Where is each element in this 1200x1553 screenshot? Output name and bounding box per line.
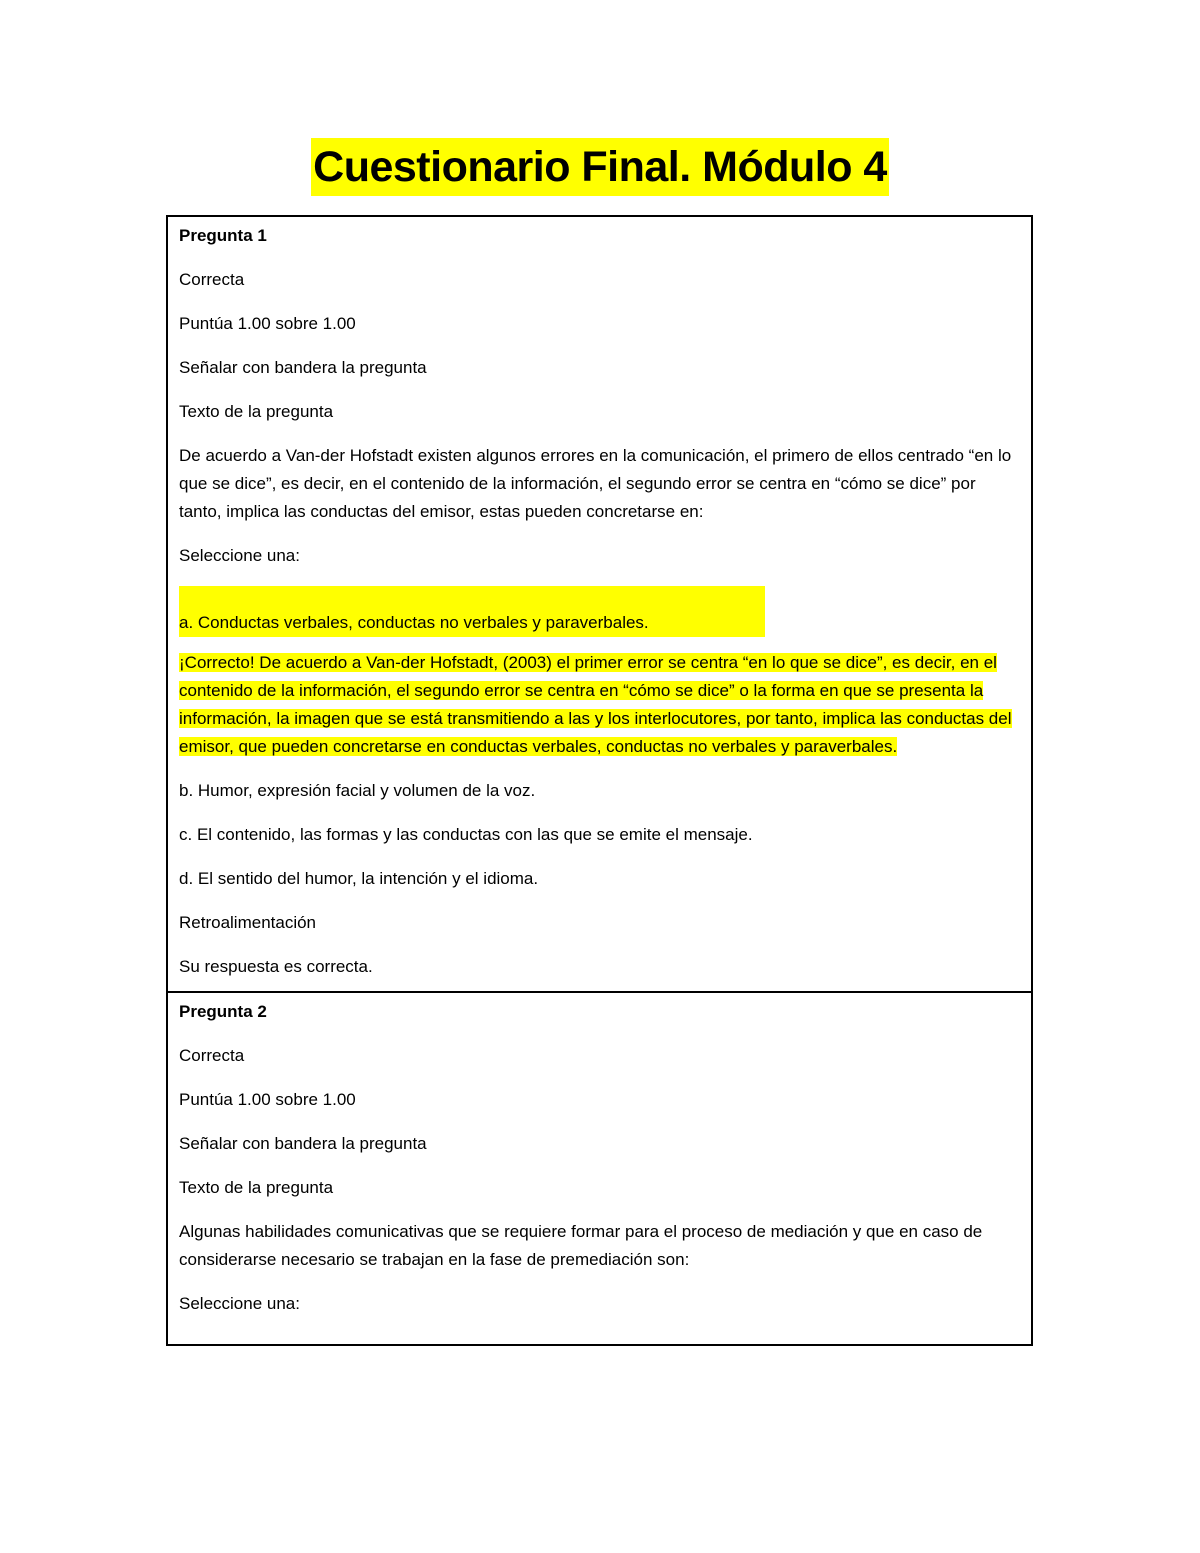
flag-question-link[interactable]: Señalar con bandera la pregunta <box>179 358 427 377</box>
question-text: De acuerdo a Van-der Hofstadt existen algunos errores en la comunicación, el primero de ellos centrado “en lo que se dice”, es decir, en el contenido de la información, el segundo error se centra en “cómo se dice” por tanto, implica las conductas del emisor, estas pueden concretarse en: <box>179 446 1012 521</box>
question-text-label: Texto de la pregunta <box>179 402 334 421</box>
question-status: Correcta <box>179 1046 245 1065</box>
option-d[interactable]: d. El sentido del humor, la intención y el idioma. <box>179 869 539 888</box>
page-title: Cuestionario Final. Módulo 4 <box>311 138 889 196</box>
question-label: Pregunta 1 <box>179 226 267 245</box>
flag-question-link[interactable]: Señalar con bandera la pregunta <box>179 1134 427 1153</box>
question-score: Puntúa 1.00 sobre 1.00 <box>179 314 356 333</box>
option-c[interactable]: c. El contenido, las formas y las conductas con las que se emite el mensaje. <box>179 825 753 844</box>
select-prompt: Seleccione una: <box>179 1294 300 1313</box>
question-text: Algunas habilidades comunicativas que se requiere formar para el proceso de mediación y que en caso de considerarse necesario se trabajan en la fase de premediación son: <box>179 1222 983 1269</box>
question-label: Pregunta 2 <box>179 1002 267 1021</box>
question-row-2 <box>167 992 1032 1345</box>
title-container <box>0 138 1200 196</box>
option-b[interactable]: b. Humor, expresión facial y volumen de la voz. <box>179 781 536 800</box>
question-cell-1 <box>167 216 1032 992</box>
option-a[interactable]: a. Conductas verbales, conductas no verbales y paraverbales. <box>179 613 649 632</box>
questions-table <box>166 215 1033 1346</box>
question-score: Puntúa 1.00 sobre 1.00 <box>179 1090 356 1109</box>
feedback-text: Su respuesta es correcta. <box>179 957 373 976</box>
option-a-feedback <box>179 649 1021 761</box>
question-text-label: Texto de la pregunta <box>179 1178 334 1197</box>
question-cell-2 <box>167 992 1032 1345</box>
select-prompt: Seleccione una: <box>179 546 300 565</box>
question-status: Correcta <box>179 270 245 289</box>
option-a-highlight <box>179 586 765 637</box>
feedback-label: Retroalimentación <box>179 913 317 932</box>
option-a-feedback-text: ¡Correcto! De acuerdo a Van-der Hofstadt, (2003) el primer error se centra “en lo que se dice”, es decir, en el contenido de la información, el segundo error se centra en “cómo se dice” o la forma en que se presenta la información, la imagen que se está transmitiendo a las y los interlocutores, por tanto, implica las conductas del emisor, que pueden concretarse en conductas verbales, conductas no verbales y paraverbales. <box>179 653 1012 756</box>
question-row-1 <box>167 216 1032 992</box>
